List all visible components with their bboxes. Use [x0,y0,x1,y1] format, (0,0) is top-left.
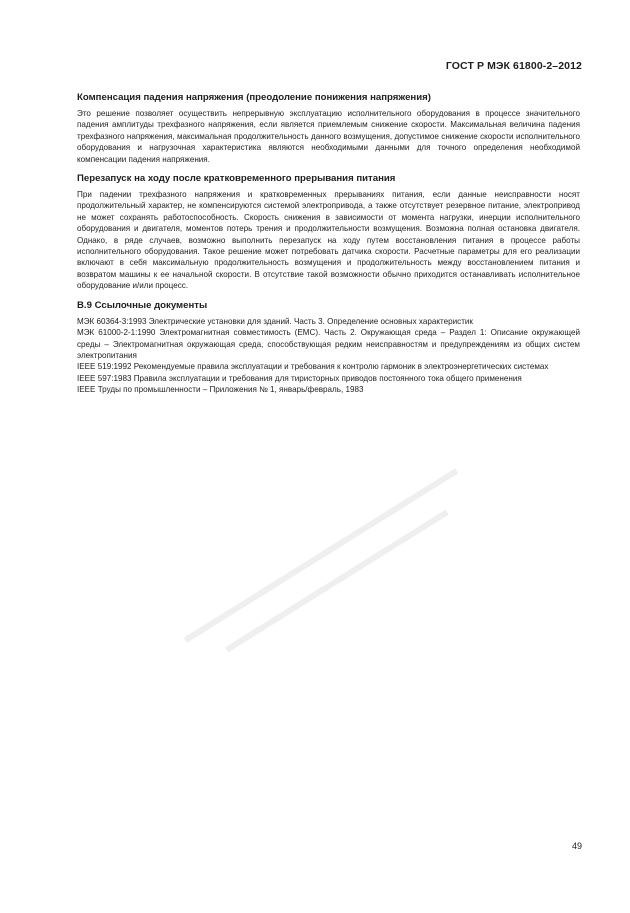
section-heading: Компенсация падения напряжения (преодоление понижения напряжения) [77,92,431,103]
section-heading: Перезапуск на ходу после кратковременного прерывания питания [77,173,396,185]
paragraph: Это решение позволяет осуществить непрерывную эксплуатацию исполнительного оборудования в процессе значительного падения амплитуды трехфазного напряжения, если является приемлемым снижение скорости. Максимальная величина падения трехфазного напряжения, максимальная продолжительность данного возмущения, допустимое снижение скорости исполнительного оборудования и нагрузочная характеристика являются необходимыми данными для точного определения необходимой компенсации падения напряжения. [77,109,580,164]
section-flying-restart [77,173,580,292]
reference-item: IEEE Труды по промышленности – Приложения № 1, январь/февраль, 1983 [77,385,364,395]
paragraph: При падении трехфазного напряжения и кратковременных прерываниях питания, если данные неисправности носят продолжительный характер, не компенсируются системой электропривода, а также отсутствует резервное питание, электропривод не может сохранять работоспособность. Скорость снижения в зависимости от момента нагрузки, инерции исполнительного оборудования и двигателя, моментов потерь трения и продолжительности возмущения. Возможна полная остановка двигателя. Однако, в ряде случаев, возможно выполнить перезапуск на ходу путем восстановления питания в процессе работы исполнительного оборудования. Такое решение может потребовать датчика скорости. Расчетные параметры для его реализации включают в себя максимальную продолжительность возмущения и продолжительность между восстановлением питания и возвратом машины к ее начальной скорости. В отсутствие такой возможности обычно приходится останавливать исполнительное оборудование и/или процесс. [77,190,580,291]
standard-code-header: ГОСТ Р МЭК 61800-2–2012 [445,60,582,72]
page-content [77,92,580,404]
reference-item: IEEE 597:1983 Правила эксплуатации и требования для тиристорных приводов постоянного тока общего применения [77,373,522,383]
references-list [77,316,580,396]
reference-item: МЭК 60364-3:1993 Электрические установки для зданий. Часть 3. Определение основных характеристик [77,316,473,326]
reference-item: IEEE 519:1992 Рекомендуемые правила эксплуатации и требования к контролю гармоник в электроэнергетических системах [77,362,549,372]
reference-item: МЭК 61000-2-1:1990 Электромагнитная совместимость (ЕМС). Часть 2. Окружающая среда – Раздел 1: Описание окружающей среды – Электромагнитная окружающая среда, способствующая редким неисправностям и предупреждениям из общих систем электропитания [77,328,580,360]
references-heading: В.9 Ссылочные документы [77,299,208,311]
section-references [77,300,580,396]
page-number: 49 [571,841,582,851]
faint-watermark [130,430,530,710]
section-voltage-compensation [77,92,580,165]
